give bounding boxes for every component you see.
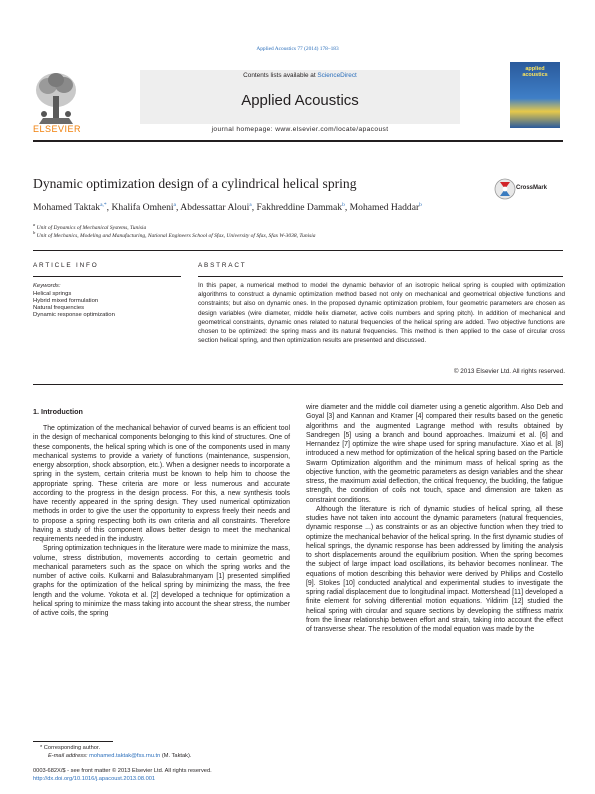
journal-homepage[interactable]: journal homepage: www.elsevier.com/locate/apacoust bbox=[211, 126, 389, 133]
body-paragraph: Although the literature is rich of dynamic studies of helical spring, all these studies have not taken into account the dynamic parameters (natural frequencies, dynamic response ...) as constraints or as an objective function when they tried to optimize the mechanical behavior of the helical spring. In the first dynamic studies of helical springs, the dynamic response has been addressed by limiting the analysis to short displacements around the equilibrium position. When the spring becomes the subject of large impact load oscillations, its behavior becomes nonlinear. The equations of motion describing this behavior were derived by Philips and Costello [9]. Stokes [10] conducted analytical and experimental studies to investigate the spring radial displacement due to longitudinal impact. Mottershead [11] developed a finite element for solving differential motion equations. Yildirim [12] studied the helical spring with circular and square sections by developing the stiffness matrix from the linear relationship between effort and strain, taking into account the effect of transverse shear. The resolution of the modal equation was made by the bbox=[306, 505, 563, 633]
body-left-column bbox=[33, 424, 290, 618]
body-paragraph: Spring optimization techniques in the literature were made to minimize the mass, volume, stress distribution, movements according to certain geometric and mechanical parameters such as the space on which the spring works and the number of active coils. Kulkarni and Balasubrahmanyam [1] presented simplified graphs for the optimization of the helical spring by minimizing the mass, the free length and the volume. Yokota et al. [2] developed a technique for optimization a helical spring to minimize the mass taking into account the shear stress, the number of active coils, the spring bbox=[33, 545, 290, 617]
affiliation-b bbox=[33, 230, 316, 239]
author-name[interactable]: Fakhreddine Dammak bbox=[256, 202, 343, 214]
affiliation-sup: a bbox=[33, 222, 36, 227]
journal-name: Applied Acoustics bbox=[241, 92, 359, 109]
abstract-copyright: © 2013 Elsevier Ltd. All rights reserved. bbox=[453, 368, 565, 375]
sciencedirect-link[interactable]: ScienceDirect bbox=[317, 72, 357, 79]
author-affil-sup[interactable]: b bbox=[419, 202, 422, 208]
abstract-heading: ABSTRACT bbox=[198, 262, 247, 269]
author-affil-sup[interactable]: b bbox=[342, 202, 345, 208]
keyword: Dynamic response optimization bbox=[33, 312, 115, 318]
email-suffix: (M. Taktak). bbox=[160, 753, 192, 759]
keywords-label: Keywords: bbox=[33, 283, 61, 289]
author-name[interactable]: Abdessattar Aloui bbox=[180, 202, 250, 214]
body-paragraph: The optimization of the mechanical behavior of curved beams is an efficient tool in the design of mechanical components belonging to this kind of structures. One of these components, the helical spring which is one of the components used in many mechanical systems to provide a variety of functions (maintenance, suspension, energy absorption, shock absorption, etc.). When a designer needs to incorporate a spring in the system, certain criteria must be known to help him to choose the appropriate spring. These criteria are more or less numerous and accurate according to the progress in the design process. For this, a new synthesis tools have recently appeared in the spring design. They used numerical optimization methods in order to give the user the opportunity to express freely their needs and to propose a spring respecting both its own criteria and all constraints. Therefore having a study of this component allows better design to meet the mechanical requirements needed in the industry. bbox=[33, 425, 290, 543]
crossmark-icon[interactable] bbox=[494, 178, 516, 200]
body-paragraph: wire diameter and the middle coil diameter using a genetic algorithm. Also Deb and Goyal [3] and Kannan and Kramer [4] compared their results based on the genetic algorithms and the augmented Lagrange method with results obtained by Sandregen [5] using a branch and bound approaches. Imaizumi et al. [6] and Hernandez [7] optimize the wire shape used for spring manufacture. Xiao et al. [8] introduced a new method for optimization of the helical spring based on the Particle Swarm Optimization algorithm and the minimum mass of helical spring as the objective function, with the geometric parameters as design variables and the shear stress, the maximum axial deflection, the critical frequency, the buckling, the fatigue strength, the condition of coils not touch, space and dimension are taken as constraint conditions. bbox=[306, 404, 563, 504]
author-affil-sup[interactable]: a,* bbox=[100, 202, 107, 208]
footnote-rule bbox=[33, 741, 113, 742]
author-name[interactable]: Mohamed Taktak bbox=[33, 202, 101, 214]
journal-citation[interactable]: Applied Acoustics 77 (2014) 178–183 bbox=[256, 46, 339, 52]
journal-cover-title: applied acoustics bbox=[522, 66, 548, 78]
email-label: E-mail address: bbox=[48, 753, 90, 759]
article-info-rule bbox=[33, 276, 181, 277]
issn-line: 0003-682X/$ - see front matter © 2013 Elsevier Ltd. All rights reserved. bbox=[33, 768, 212, 774]
author-affil-sup[interactable]: a bbox=[173, 202, 176, 208]
author-affil-sup[interactable]: a bbox=[249, 202, 252, 208]
abstract-end-rule bbox=[33, 384, 563, 385]
email-link[interactable]: mohamed.taktak@fss.rnu.tn bbox=[89, 753, 161, 759]
keyword: Hybrid mixed formulation bbox=[33, 298, 99, 304]
article-info-heading: ARTICLE INFO bbox=[33, 262, 99, 269]
crossmark-label[interactable]: CrossMark bbox=[516, 185, 548, 191]
keyword: Helical springs bbox=[33, 291, 72, 297]
header-rule bbox=[33, 140, 563, 142]
affiliation-text: Unit of Mechanics, Modeling and Manufacturing, National Engineers School of Sfax, University of Sfax, Sfax W-3038, Tunisia bbox=[36, 232, 316, 239]
abstract-text: In this paper, a numerical method to model the dynamic behavior of an isotropic helical spring is coupled with optimization algorithms to construct a dynamic optimization method based not only on mechanical and geometrical objective functions and constraints; but also on dynamic ones. In the proposed dynamic optimization problem, four geometric parameters are chosen as design variables (wire diameter, middle helix diameter, active coils numbers and spring pitch). In addition of mechanical and geometrical constraints, dynamic ones related to natural frequencies of the helical spring are added. Two objective functions are chosen to be optimized: the spring mass and its natural frequencies. This method is then applied to the case of circular cross section helical spring, and then optimization results are presented and discussed. bbox=[198, 282, 565, 345]
contents-line bbox=[140, 72, 460, 79]
author-name[interactable]: Mohamed Haddar bbox=[349, 202, 420, 214]
keyword: Natural frequencies bbox=[33, 305, 85, 311]
author-name[interactable]: Khalifa Omheni bbox=[111, 202, 174, 214]
doi-link[interactable]: http://dx.doi.org/10.1016/j.apacoust.2013.08.001 bbox=[33, 776, 156, 782]
footnote-email bbox=[48, 753, 192, 759]
author-list: Mohamed Taktak$^{a,*}$, Khalifa Omheni$^a$, Abdessattar Aloui$^a$, Fakhreddine Dammak$^b$, Mohamed Haddar$^b$ bbox=[33, 202, 422, 214]
article-title: Dynamic optimization design of a cylindrical helical spring bbox=[33, 176, 357, 191]
section-heading: 1. Introduction bbox=[33, 407, 83, 416]
title-rule bbox=[33, 250, 563, 251]
affiliation-text: Unit of Dynamics of Mechanical Systems, Tunisia bbox=[36, 224, 147, 231]
body-right-column bbox=[306, 403, 563, 634]
publisher-wordmark: ELSEVIER bbox=[33, 124, 82, 134]
footnote-corresponding: * Corresponding author. bbox=[40, 745, 101, 751]
abstract-rule bbox=[198, 276, 563, 277]
affiliation-sup: b bbox=[33, 230, 36, 235]
contents-prefix: Contents lists available at bbox=[243, 72, 318, 79]
